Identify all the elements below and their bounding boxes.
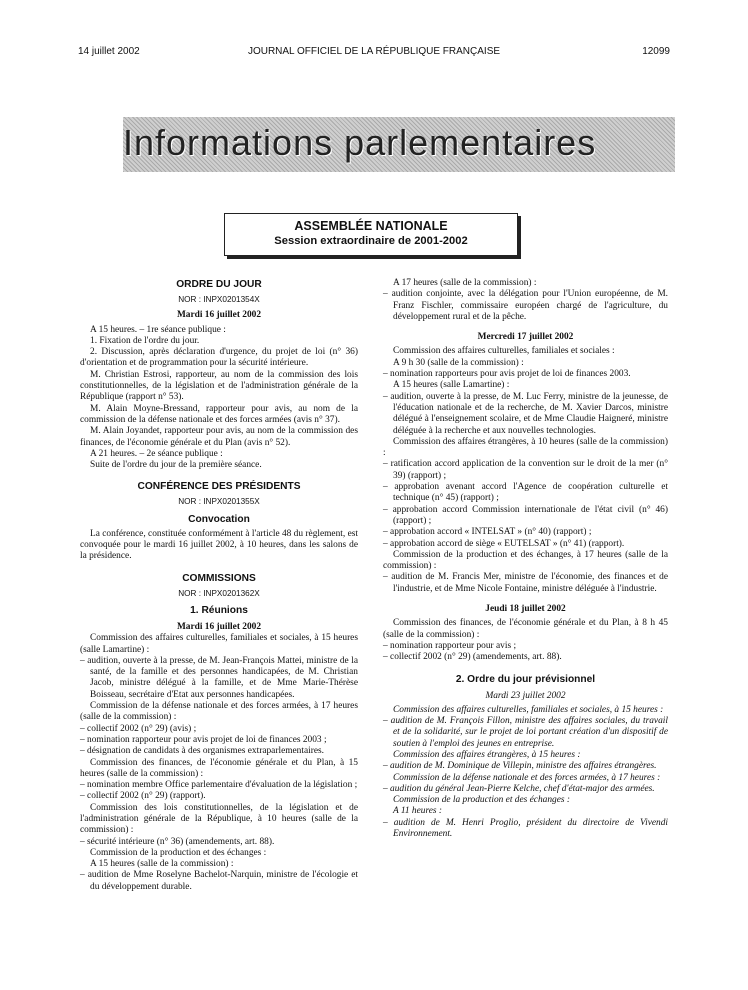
r2-item: – audition, ouverte à la presse, de M. Luc Ferry, ministre de la jeunesse, de l'éducation nationale et de la recherche, de M. Xavier Darcos, ministre délégué à l'enseignement scolaire, et de Mme Claudie Haigneré, ministre déléguée à la recherche et aux nouvelles technologies. (383, 391, 668, 436)
r3-head: Commission des affaires étrangères, à 10 heures (salle de la commission) : (383, 436, 668, 459)
conference-nor: NOR : INPX0201355X (178, 497, 260, 507)
r3-item: – approbation accord « INTELSAT » (n° 40) (rapport) ; (383, 527, 592, 538)
r4-item: – audition de M. Francis Mer, ministre de l'économie, des finances et de l'industrie, et de Mme Nicole Fontaine, ministre déléguée à l'industrie. (383, 572, 668, 594)
thursday-date: Jeudi 18 juillet 2002 (485, 604, 566, 615)
section-banner (123, 117, 675, 172)
r1-sub: A 17 heures (salle de la commission) : (393, 278, 537, 288)
r2-item: – nomination rapporteurs pour avis projet de loi de finances 2003. (383, 369, 631, 380)
r1-item: – audition conjointe, avec la délégation pour l'Union européenne, de M. Franz Fischler, commissaire européen chargé de l'agriculture, du développement rural et de la pêche. (383, 289, 668, 322)
r3-item: – approbation accord Commission internationale de l'état civil (n° 46) (rapport) ; (383, 504, 668, 526)
previsionnel-title: 2. Ordre du jour prévisionnel (455, 673, 596, 685)
assembly-title: ASSEMBLÉE NATIONALE (294, 219, 448, 233)
ordre-title: ORDRE DU JOUR (176, 279, 262, 290)
prov-p4-item: – audition de M. Henri Proglio, président du directoire de Vivendi Environnement. (383, 817, 668, 840)
prov-p3-item: – audition du général Jean-Pierre Kelche, chef d'état-major des armées. (383, 783, 655, 794)
banner-title: Informations parlementaires (123, 122, 597, 163)
c3-item: – collectif 2002 (n° 29) (rapport). (80, 791, 206, 802)
c2-item: – désignation de candidats à des organismes extraparlementaires. (80, 746, 325, 757)
page-header (78, 46, 670, 60)
c1-item: – audition, ouverte à la presse, de M. Jean-François Mattei, ministre de la santé, de la famille et des personnes handicapées, de M. Christian Jacob, ministre délégué à la famille, et de Mme Marie-Thérèse Boisseau, secrétaire d'Etat aux personnes handicapées. (80, 655, 358, 700)
left-column (80, 278, 358, 893)
header-date: 14 juillet 2002 (78, 46, 140, 57)
prov-p3: Commission de la défense nationale et des forces armées, à 17 heures : (393, 772, 661, 783)
c3-item: – nomination membre Office parlementaire d'évaluation de la législation ; (80, 780, 358, 791)
assembly-box (224, 213, 518, 256)
prov-p4-sub: A 11 heures : (393, 806, 443, 817)
r5-item: – nomination rapporteur pour avis ; (383, 640, 517, 651)
prov-p1: Commission des affaires culturelles, familiales et sociales, à 15 heures : (393, 704, 664, 715)
r5-item: – collectif 2002 (n° 29) (amendements, art. 88). (383, 652, 562, 663)
r2-sub: A 15 heures (salle Lamartine) : (393, 380, 510, 391)
ordre-p6: M. Alain Joyandet, rapporteur pour avis, au nom de la commission des finances, de l'économie générale et du Plan (avis n° 52). (80, 426, 358, 448)
commissions-title: COMMISSIONS (182, 572, 256, 584)
r2-sub: A 9 h 30 (salle de la commission) : (393, 357, 524, 368)
c3-head: Commission des finances, de l'économie générale et du Plan, à 15 heures (salle de la commission) : (80, 757, 358, 779)
r5-head: Commission des finances, de l'économie générale et du Plan, à 8 h 45 (salle de la commission) : (383, 618, 668, 640)
session-title: Session extraordinaire de 2001-2002 (274, 235, 468, 247)
r3-item: – approbation accord de siège « EUTELSAT » (n° 41) (rapport). (383, 538, 625, 549)
ordre-date: Mardi 16 juillet 2002 (176, 310, 262, 321)
ordre-p7: A 21 heures. – 2e séance publique : (90, 448, 223, 459)
convocation-text: La conférence, constituée conformément à l'article 48 du règlement, est convoquée pour le mardi 16 juillet 2002, à 10 heures, dans les salons de la présidence. (80, 528, 358, 562)
ordre-p4: M. Christian Estrosi, rapporteur, au nom de la commission des lois constitutionnelles, de la législation et de l'administration générale de la République (rapport n° 53). (80, 369, 358, 403)
c4-head: Commission des lois constitutionnelles, de la législation et de l'administration générale de la République, à 10 heures (salle de la commission) : (80, 802, 358, 836)
previsionnel-date: Mardi 23 juillet 2002 (485, 690, 566, 701)
r3-item: – ratification accord application de la convention sur le droit de la mer (n° 39) (rapport) ; (383, 459, 668, 481)
c4-item: – sécurité intérieure (n° 36) (amendements, art. 88). (80, 836, 275, 847)
c1-head: Commission des affaires culturelles, familiales et sociales, à 15 heures (salle Lamartine) : (80, 633, 358, 655)
convocation-title: Convocation (188, 513, 250, 525)
ordre-p1: A 15 heures. – 1re séance publique : (90, 324, 226, 335)
c5-item: – audition de Mme Roselyne Bachelot-Narquin, ministre de l'écologie et du développement durable. (80, 870, 358, 892)
wednesday-date: Mercredi 17 juillet 2002 (477, 332, 574, 343)
right-column (383, 278, 668, 840)
prov-p1-item: – audition de M. François Fillon, ministre des affaires sociales, du travail et de la solidarité, sur le projet de loi portant création d'un dispositif de soutien à l'emploi des jeunes en entreprise. (383, 716, 668, 749)
r2-head: Commission des affaires culturelles, familiales et sociales : (393, 346, 615, 357)
r3-item: – approbation avenant accord l'Agence de coopération culturelle et technique (n° 45) (rapport) ; (383, 482, 668, 504)
header-page-number: 12099 (642, 46, 670, 57)
ordre-p2: 1. Fixation de l'ordre du jour. (90, 335, 200, 346)
prov-p2: Commission des affaires étrangères, à 15 heures : (393, 749, 581, 760)
c2-item: – nomination rapporteur pour avis projet de loi de finances 2003 ; (80, 734, 327, 745)
c5-sub: A 15 heures (salle de la commission) : (90, 859, 234, 870)
prov-p2-item: – audition de M. Dominique de Villepin, ministre des affaires étrangères. (383, 761, 657, 772)
prov-p4: Commission de la production et des échanges : (393, 795, 570, 806)
c2-head: Commission de la défense nationale et des forces armées, à 17 heures (salle de la commission) : (80, 701, 358, 723)
reunions-date: Mardi 16 juillet 2002 (176, 621, 262, 632)
ordre-p3: 2. Discussion, après déclaration d'urgence, du projet de loi (n° 36) d'orientation et de programmation pour la sécurité intérieure. (80, 347, 358, 369)
commissions-nor: NOR : INPX0201362X (178, 588, 260, 598)
reunions-title: 1. Réunions (190, 604, 248, 616)
header-journal: JOURNAL OFFICIEL DE LA RÉPUBLIQUE FRANÇAISE (247, 46, 501, 57)
r4-head: Commission de la production et des échanges, à 17 heures (salle de la commission) : (383, 549, 668, 572)
ordre-p8: Suite de l'ordre du jour de la première séance. (90, 460, 262, 471)
ordre-nor: NOR : INPX0201354X (178, 295, 260, 304)
ordre-p5: M. Alain Moyne-Bressand, rapporteur pour avis, au nom de la commission de la défense nationale et des forces armées (avis n° 37). (80, 403, 358, 425)
c5-head: Commission de la production et des échanges : (90, 847, 267, 858)
conference-title: CONFÉRENCE DES PRÉSIDENTS (137, 481, 301, 493)
c2-item: – collectif 2002 (n° 29) (avis) ; (80, 723, 197, 734)
